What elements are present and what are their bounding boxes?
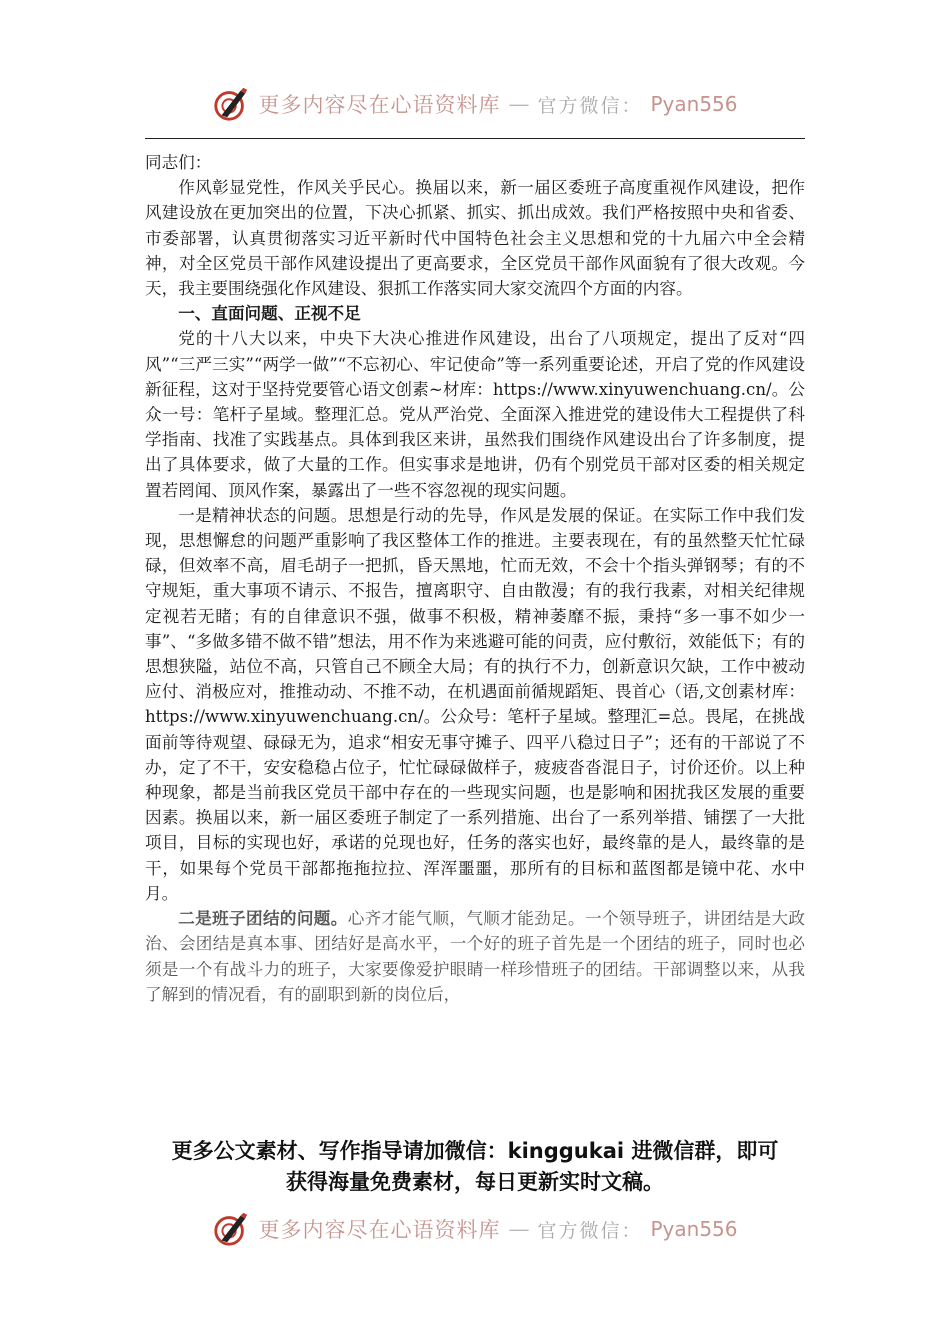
- banner-title: 更多内容尽在心语资料库: [258, 93, 501, 117]
- banner-official-label: 官方微信：: [537, 94, 643, 117]
- footer-banner-wechat-id: Pyan556: [650, 1217, 738, 1241]
- salutation: 同志们：: [145, 153, 212, 172]
- paragraph-unity: [145, 906, 805, 1007]
- document-body: [145, 150, 805, 1007]
- pen-logo-icon: [212, 1210, 250, 1248]
- section-heading: 一、直面问题、正视不足: [178, 303, 361, 324]
- promo-line-2: 获得海量免费素材，每日更新实时文稿。: [286, 1170, 664, 1194]
- promo-callout: [0, 1136, 950, 1198]
- banner-separator: —: [508, 92, 530, 116]
- header-banner: [0, 82, 950, 126]
- footer-banner: [0, 1207, 950, 1251]
- paragraph-background: 党的十八大以来，中央下大决心推进作风建设，出台了八项规定，提出了反对“四风”“三严三实”“两学一做”“不忘初心、牢记使命”等一系列重要论述，开启了党的作风建设新征程，这对于坚持党要管心语文创素~材库：https://www.xinyuwenchuang.cn/。公众一号：笔杆子星域。整理汇总。党从严治党、全面深入推进党的建设伟大工程提供了科学指南、找准了实践基点。具体到我区来讲，虽然我们围绕作风建设出台了许多制度，提出了具体要求，做了大量的工作。但实事求是地讲，仍有个别党员干部对区委的相关规定置若罔闻、顶风作案，暴露出了一些不容忽视的现实问题。: [145, 329, 805, 500]
- paragraph-spirit: 一是精神状态的问题。思想是行动的先导，作风是发展的保证。在实际工作中我们发现，思想懈怠的问题严重影响了我区整体工作的推进。主要表现在，有的虽然整天忙忙碌碌，但效率不高，眉毛胡子一把抓，昏天黑地，忙而无效，不会十个指头弹钢琴；有的不守规矩，重大事项不请示、不报告，擅离职守、自由散漫；有的我行我素，对相关纪律规定视若无睹；有的自律意识不强，做事不积极，精神萎靡不振，秉持“多一事不如少一事”、“多做多错不做不错”想法，用不作为来逃避可能的问责，应付敷衍，效能低下；有的思想狭隘，站位不高，只管自己不顾全大局；有的执行不力，创新意识欠缺，工作中被动应付、消极应对，推推动动、不推不动，在机遇面前循规蹈矩、畏首心（语,文创素材库：https://www.xinyuwenchuang.cn/。公众号：笔杆子星域。整理汇=总。畏尾，在挑战面前等待观望、碌碌无为，追求“相安无事守摊子、四平八稳过日子”；还有的干部说了不办，定了不干，安安稳稳占位子，忙忙碌碌做样子，疲疲沓沓混日子，讨价还价。以上种种现象，都是当前我区党员干部中存在的一些现实问题，也是影响和困扰我区发展的重要因素。换届以来，新一届区委班子制定了一系列措施、出台了一系列举措、铺摆了一大批项目，目标的实现也好，承诺的兑现也好，任务的落实也好，最终靠的是人，最终靠的是干，如果每个党员干部都拖拖拉拉、浑浑噩噩，那所有的目标和蓝图都是镜中花、水中月。: [145, 505, 805, 903]
- banner-wechat-id: Pyan556: [650, 92, 738, 116]
- header-divider: [145, 138, 805, 139]
- footer-banner-official-label: 官方微信：: [537, 1219, 643, 1242]
- paragraph-unity-text: 心齐才能气顺，气顺才能劲足。一个领导班子，讲团结是大政治、会团结是真本事、团结好是高水平，一个好的班子首先是一个团结的班子，同时也必须是一个有战斗力的班子，大家要像爱护眼睛一样珍惜班子的团结。干部调整以来，从我了解到的情况看，有的副职到新的岗位后，: [145, 909, 806, 1004]
- promo-line-1: 更多公文素材、写作指导请加微信：kinggukai 进微信群，即可: [171, 1139, 779, 1163]
- footer-banner-title: 更多内容尽在心语资料库: [258, 1218, 501, 1242]
- paragraph-intro: 作风彰显党性，作风关乎民心。换届以来，新一届区委班子高度重视作风建设，把作风建设放在更加突出的位置，下决心抓紧、抓实、抓出成效。我们严格按照中央和省委、市委部署，认真贯彻落实习近平新时代中国特色社会主义思想和党的十九届六中全会精神，对全区党员干部作风建设提出了更高要求，全区党员干部作风面貌有了很大改观。今天，我主要围绕强化作风建设、狠抓工作落实同大家交流四个方面的内容。: [145, 178, 805, 299]
- paragraph-unity-lead: 二是班子团结的问题。: [178, 908, 348, 929]
- footer-banner-separator: —: [508, 1217, 530, 1241]
- pen-logo-icon: [212, 85, 250, 123]
